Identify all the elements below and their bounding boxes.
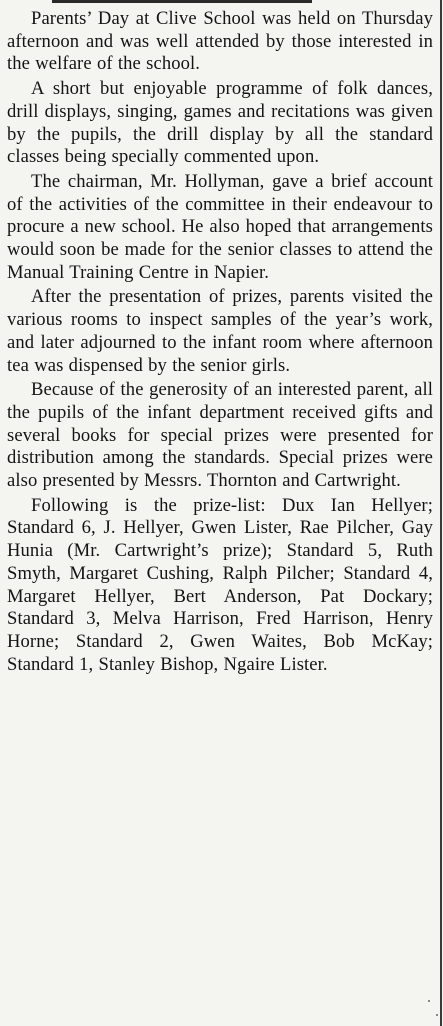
paragraph-6: Following is the prize-list: Dux Ian Hellyer; Standard 6, J. Hellyer, Gwen Lister, Rae Pilcher, Gay Hunia (Mr. Cartwright’s prize); Standard 5, Ruth Smyth, Margaret Cushing, Ralph Pilcher; Standard 4, Margaret Hellyer, Bert Anderson, Pat Dockary; Standard 3, Melva Harrison, Fred Harrison, Henry Horne; Standard 2, Gwen Waites, Bob McKay; Standard 1, Stanley Bishop, Ngaire Lister. (7, 494, 433, 675)
article-column (7, 8, 433, 678)
print-speck (436, 1014, 438, 1016)
paragraph-5: Because of the generosity of an interested parent, all the pupils of the infant department received gifts and several books for special prizes were presented for distribution among the standards. Special prizes were also presented by Messrs. Thornton and Cartwright. (7, 379, 433, 492)
paragraph-2: A short but enjoyable programme of folk dances, drill displays, singing, games and recitations was given by the pupils, the drill display by all the standard classes being specially commented upon. (7, 78, 433, 168)
column-rule-divider (440, 0, 442, 1026)
paragraph-1: Parents’ Day at Clive School was held on Thursday afternoon and was well attended by those interested in the welfare of the school. (7, 8, 433, 75)
paragraph-3: The chairman, Mr. Hollyman, gave a brief account of the activities of the committee in their endeavour to procure a new school. He also hoped that arrangements would soon be made for the senior classes to attend the Manual Training Centre in Napier. (7, 170, 433, 283)
top-rule-divider (52, 0, 312, 3)
paragraph-4: After the presentation of prizes, parents visited the various rooms to inspect samples of the year’s work, and later adjourned to the infant room where afternoon tea was dispensed by the senior girls. (7, 286, 433, 376)
print-speck (428, 1000, 430, 1002)
